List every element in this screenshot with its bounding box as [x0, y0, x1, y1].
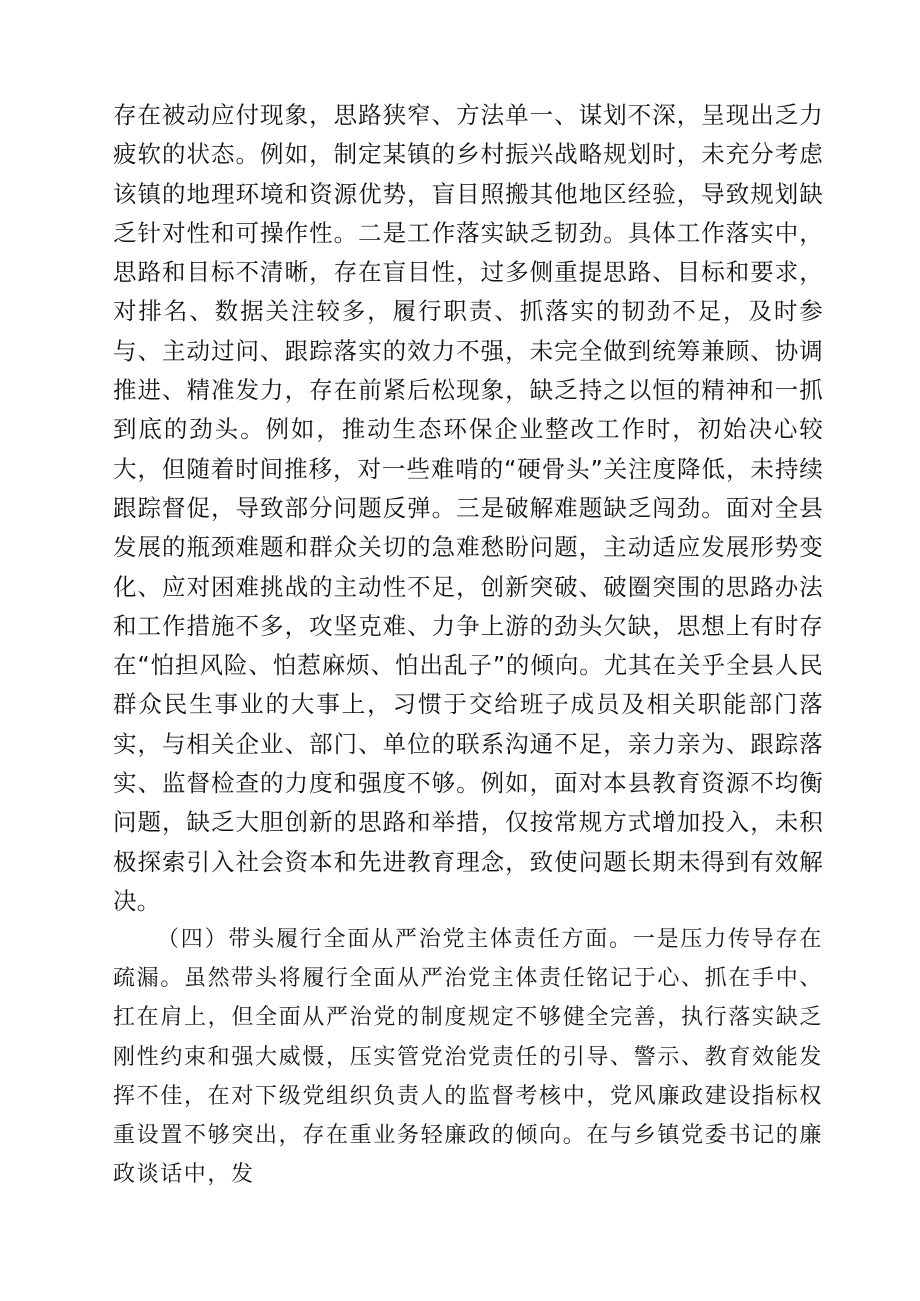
body-paragraph-2: （四）带头履行全面从严治党主体责任方面。一是压力传导存在疏漏。虽然带头将履行全面从严治党主体责任铭记于心、抓在手中、扛在肩上，但全面从严治党的制度规定不够健全完善，执行落实缺乏刚性约束和强大威慑，压实管党治党责任的引导、警示、教育效能发挥不佳，在对下级党组织负责人的监督考核中，党风廉政建设指标权重设置不够突出，存在重业务轻廉政的倾向。在与乡镇党委书记的廉政谈话中，发 — [113, 927, 823, 1188]
body-paragraph-1: 存在被动应付现象，思路狭窄、方法单一、谋划不深，呈现出乏力疲软的状态。例如，制定某镇的乡村振兴战略规划时，未充分考虑该镇的地理环境和资源优势，盲目照搬其他地区经验，导致规划缺乏针对性和可操作性。二是工作落实缺乏韧劲。具体工作落实中，思路和目标不清晰，存在盲目性，过多侧重提思路、目标和要求，对排名、数据关注较多，履行职责、抓落实的韧劲不足，及时参与、主动过问、跟踪落实的效力不强，未完全做到统筹兼顾、协调推进、精准发力，存在前紧后松现象，缺乏持之以恒的精神和一抓到底的劲头。例如，推动生态环保企业整改工作时，初始决心较大，但随着时间推移，对一些难啃的“硬骨头”关注度降低，未持续跟踪督促，导致部分问题反弹。三是破解难题缺乏闯劲。面对全县发展的瓶颈难题和群众关切的急难愁盼问题，主动适应发展形势变化、应对困难挑战的主动性不足，创新突破、破圈突围的思路办法和工作措施不多，攻坚克难、力争上游的劲头欠缺，思想上有时存在“怕担风险、怕惹麻烦、怕出乱子”的倾向。尤其在关乎全县人民群众民生事业的大事上，习惯于交给班子成员及相关职能部门落实，与相关企业、部门、单位的联系沟通不足，亲力亲为、跟踪落实、监督检查的力度和强度不够。例如，面对本县教育资源不均衡问题，缺乏大胆创新的思路和举措，仅按常规方式增加投入，未积极探索引入社会资本和先进教育理念，致使问题长期未得到有效解决。 — [113, 101, 823, 915]
